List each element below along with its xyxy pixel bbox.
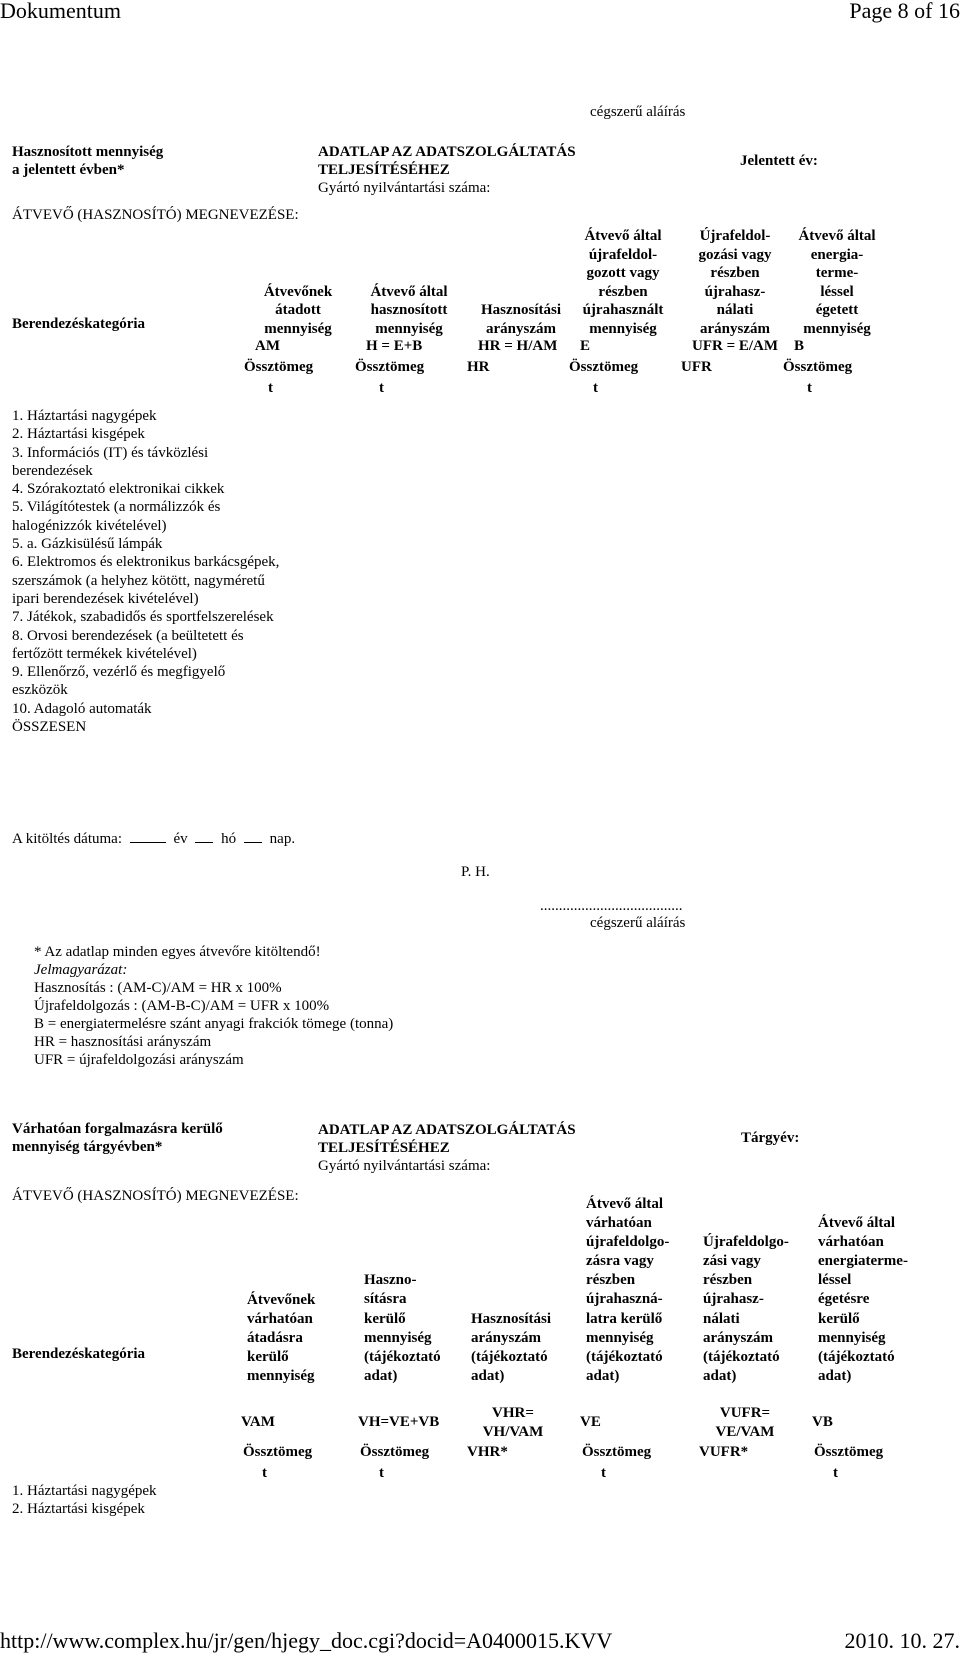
form2-category-label: Berendezéskategória: [12, 1346, 146, 1362]
form1-col-header-1: Átvevő által hasznosított mennyiség: [370, 283, 448, 337]
legend-item-2: B = energiatermelésre szánt anyagi frakciók tömege (tonna): [34, 1016, 394, 1032]
source-url: http://www.complex.hu/jr/gen/hjegy_doc.cgi?docid=A0400015.KVV: [0, 1628, 613, 1653]
form2-col-unit2-1: t: [379, 1465, 384, 1481]
form2-col-header-1: Haszno- sításra kerülő mennyiség (tájékoztató adat): [364, 1272, 441, 1384]
form2-category-0: 1. Háztartási nagygépek: [12, 1483, 157, 1499]
date-label: A kitöltés dátuma:: [12, 831, 122, 847]
form2-col-header-0: Átvevőnek várhatóan átadásra kerülő mennyiség: [247, 1291, 316, 1384]
form2-col-code-1: VH=VE+VB: [358, 1414, 440, 1430]
form2-col-header-4: Újrafeldolgo- zási vagy részben újrahasz- nálati arányszám (tájékoztató adat): [703, 1234, 789, 1384]
form2-col-code-4: VUFR= VE/VAM: [715, 1405, 775, 1440]
date-year-label: év: [173, 831, 188, 847]
form1-category-3: 4. Szórakoztató elektronikai cikkek: [12, 481, 225, 498]
legend-title: Jelmagyarázat:: [34, 962, 128, 978]
form1-category-list: [12, 407, 282, 736]
form2-col-unit-2: VHR*: [467, 1444, 508, 1460]
legend-list: [34, 979, 393, 1069]
date-year-blank[interactable]: [130, 828, 166, 843]
form2-col-unit-5: Össztömeg: [814, 1444, 884, 1460]
form1-col-code-1: H = E+B: [366, 338, 423, 354]
form1-category-6: 6. Elektromos és elektronikus barkácsgépek, szerszámok (a helyhez kötött, nagyméretű ipari berendezések kivételével): [12, 554, 280, 607]
page-indicator: Page 8 of 16: [849, 0, 960, 23]
form1-col-unit2-3: t: [593, 380, 598, 396]
date-month-label: hó: [221, 831, 237, 847]
form2-col-unit-1: Össztömeg: [360, 1444, 430, 1460]
form1-col-code-0: AM: [255, 338, 280, 354]
form1-col-unit-1: Össztömeg: [355, 359, 425, 375]
date-day-label: nap.: [269, 831, 296, 847]
signature-dots: ......................................: [540, 898, 683, 914]
form1-col-unit-3: Össztömeg: [569, 359, 639, 375]
form2-col-unit-3: Össztömeg: [582, 1444, 652, 1460]
form1-col-unit2-0: t: [268, 380, 273, 396]
form1-col-unit-2: HR: [467, 359, 490, 375]
form1-category-11: ÖSSZESEN: [12, 719, 87, 736]
date-month-blank[interactable]: [195, 828, 213, 843]
form2-col-code-5: VB: [812, 1414, 833, 1430]
form1-col-code-4: UFR = E/AM: [692, 338, 779, 354]
form1-date-row: [12, 828, 295, 848]
form1-category-label: Berendezéskategória: [12, 316, 146, 332]
form2-col-unit2-0: t: [262, 1465, 267, 1481]
form2-registration-label: Gyártó nyilvántartási száma:: [318, 1158, 491, 1174]
form2-col-unit-0: Össztömeg: [243, 1444, 313, 1460]
legend-item-1: Újrafeldolgozás : (AM-B-C)/AM = UFR x 100%: [34, 998, 330, 1014]
page-footer: [0, 1627, 960, 1654]
form1-col-unit2-1: t: [379, 380, 384, 396]
signature-label-top: cégszerű aláírás: [590, 104, 686, 120]
form1-category-2: 3. Információs (IT) és távközlési berendezések: [12, 444, 209, 479]
form1-col-header-2: Hasznosítási arányszám: [480, 302, 561, 337]
form1-category-8: 8. Orvosi berendezések (a beültetett és fertőzött termékek kivételével): [12, 627, 244, 662]
form2-col-header-3: Átvevő által várhatóan újrafeldolgo- zásra vagy részben újrahaszná- latra kerülő mennyiség (tájékoztató adat): [586, 1196, 670, 1384]
document-title: Dokumentum: [0, 0, 121, 23]
form2-col-code-0: VAM: [241, 1414, 275, 1430]
form2-year-label: Tárgyév:: [741, 1130, 800, 1146]
form1-category-4: 5. Világítótestek (a normálizzók és halogénizzók kivételével): [12, 499, 221, 534]
print-date: 2010. 10. 27.: [844, 1628, 960, 1653]
form2-col-unit2-5: t: [833, 1465, 838, 1481]
form2-left-title: Várhatóan forgalmazásra kerülő mennyiség tárgyévben*: [12, 1121, 223, 1155]
form2-col-header-5: Átvevő által várhatóan energiaterme- léssel égetésre kerülő mennyiség (tájékoztató adat): [818, 1215, 908, 1384]
form1-title: ADATLAP AZ ADATSZOLGÁLTATÁS TELJESÍTÉSÉHEZ: [318, 144, 576, 178]
form1-col-unit-0: Össztömeg: [244, 359, 314, 375]
form1-left-title: Hasznosított mennyiség a jelentett évben*: [12, 144, 164, 178]
form2-category-list: [12, 1482, 282, 1519]
legend-item-0: Hasznosítás : (AM-C)/AM = HR x 100%: [34, 980, 282, 996]
form2-col-code-2: VHR= VH/VAM: [482, 1405, 544, 1440]
form1-col-header-0: Átvevőnek átadott mennyiség: [263, 283, 333, 337]
form1-category-10: 10. Adagoló automaták: [12, 700, 152, 717]
form1-col-header-4: Újrafeldol- gozási vagy részben újrahasz- nálati arányszám: [698, 228, 772, 337]
form2-col-unit-4: VUFR*: [699, 1444, 749, 1460]
form1-registration-label: Gyártó nyilvántartási száma:: [318, 180, 491, 196]
form1-category-0: 1. Háztartási nagygépek: [12, 408, 157, 424]
form1-col-unit-4: UFR: [681, 359, 712, 375]
signature-label: cégszerű aláírás: [590, 915, 686, 931]
form1-category-9: 9. Ellenőrző, vezérlő és megfigyelő eszközök: [12, 664, 226, 699]
legend-item-4: UFR = újrafeldolgozási arányszám: [34, 1052, 244, 1068]
form1-col-code-3: E: [580, 338, 591, 354]
form1-col-unit-5: Össztömeg: [783, 359, 853, 375]
form1-category-7: 7. Játékok, szabadidős és sportfelszerelések: [12, 609, 274, 626]
form2-col-unit2-3: t: [601, 1465, 606, 1481]
form2-receiver-label: ÁTVEVŐ (HASZNOSÍTÓ) MEGNEVEZÉSE:: [12, 1188, 299, 1204]
form2-title: ADATLAP AZ ADATSZOLGÁLTATÁS TELJESÍTÉSÉHEZ: [318, 1122, 576, 1156]
form1-year-label: Jelentett év:: [740, 153, 818, 169]
form2-col-header-2: Hasznosítási arányszám (tájékoztató adat): [471, 1310, 552, 1384]
form2-col-code-3: VE: [580, 1414, 601, 1430]
form1-col-code-5: B: [794, 338, 805, 354]
form1-note: * Az adatlap minden egyes átvevőre kitöltendő!: [34, 944, 321, 960]
date-day-blank[interactable]: [244, 828, 262, 843]
legend-item-3: HR = hasznosítási arányszám: [34, 1034, 212, 1050]
form2-category-1: 2. Háztartási kisgépek: [12, 1501, 145, 1518]
form1-category-5: 5. a. Gázkisülésű lámpák: [12, 536, 163, 553]
ph-stamp-label: P. H.: [461, 864, 490, 880]
form1-col-header-5: Átvevő által energia- terme- léssel égetett mennyiség: [798, 228, 876, 337]
form1-col-header-3: Átvevő által újrafeldol- gozott vagy részben újrahasznált mennyiség: [582, 228, 664, 337]
form1-category-1: 2. Háztartási kisgépek: [12, 426, 145, 443]
page-header: [0, 0, 960, 24]
form1-col-code-2: HR = H/AM: [478, 338, 558, 354]
form1-receiver-label: ÁTVEVŐ (HASZNOSÍTÓ) MEGNEVEZÉSE:: [12, 207, 299, 223]
form1-col-unit2-5: t: [807, 380, 812, 396]
